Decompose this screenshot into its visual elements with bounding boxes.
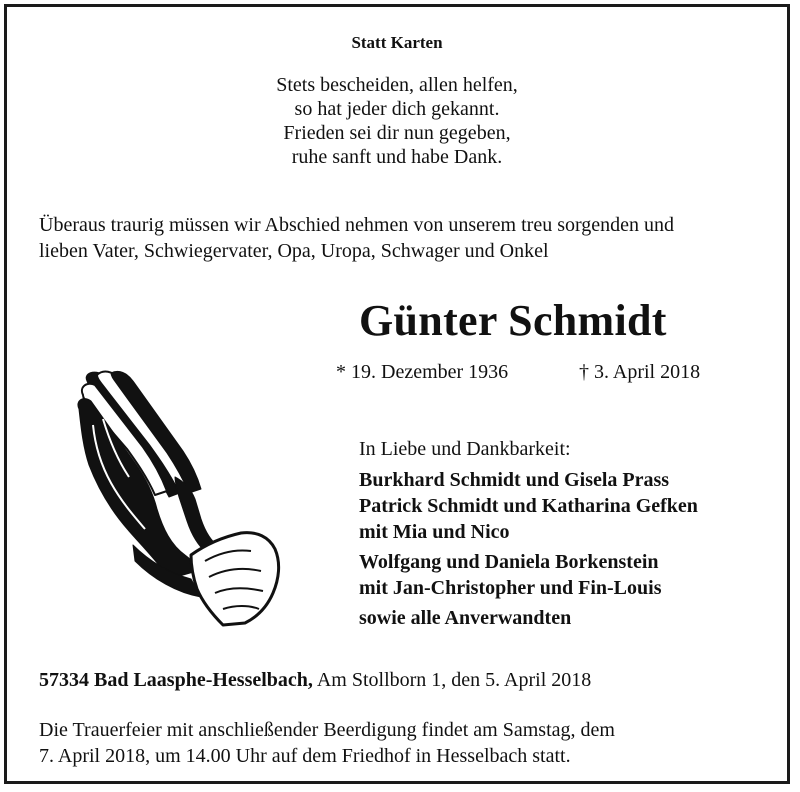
mourner-line: Wolfgang und Daniela Borkenstein	[359, 551, 659, 573]
mourner-line: Patrick Schmidt und Katharina Gefken	[359, 495, 698, 517]
intro-line: lieben Vater, Schwiegervater, Opa, Uropa, Schwager und Onkel	[39, 240, 549, 262]
funeral-line: Die Trauerfeier mit anschließender Beerdigung findet am Samstag, dem	[39, 719, 615, 741]
poem-line: ruhe sanft und habe Dank.	[291, 146, 503, 168]
obituary-notice	[4, 4, 790, 784]
address-line	[39, 669, 591, 692]
notice-header: Statt Karten	[351, 33, 443, 52]
praying-hands-icon	[73, 365, 283, 627]
poem-line: so hat jeder dich gekannt.	[294, 98, 500, 120]
mourner-line: mit Mia und Nico	[359, 521, 510, 543]
mourner-line: mit Jan-Christopher und Fin-Louis	[359, 577, 662, 599]
poem-line: Frieden sei dir nun gegeben,	[283, 122, 511, 144]
intro-line: Überaus traurig müssen wir Abschied nehmen von unserem treu sorgenden und	[39, 214, 675, 236]
poem-line: Stets bescheiden, allen helfen,	[276, 74, 518, 96]
funeral-line: 7. April 2018, um 14.00 Uhr auf dem Friedhof in Hesselbach statt.	[39, 745, 571, 767]
mourner-line: sowie alle Anverwandten	[359, 607, 572, 629]
death-date: † 3. April 2018	[579, 361, 701, 383]
birth-date: * 19. Dezember 1936	[336, 361, 509, 383]
mourners-intro: In Liebe und Dankbarkeit:	[359, 438, 571, 460]
funeral-info	[39, 717, 615, 769]
mourner-line: Burkhard Schmidt und Gisela Prass	[359, 469, 670, 491]
mourners-block	[359, 435, 698, 631]
address-city: 57334 Bad Laasphe-Hesselbach,	[39, 669, 313, 691]
poem	[7, 73, 787, 169]
address-rest: Am Stollborn 1, den 5. April 2018	[312, 669, 592, 691]
intro-text	[39, 212, 674, 264]
deceased-name: Günter Schmidt	[359, 296, 667, 345]
